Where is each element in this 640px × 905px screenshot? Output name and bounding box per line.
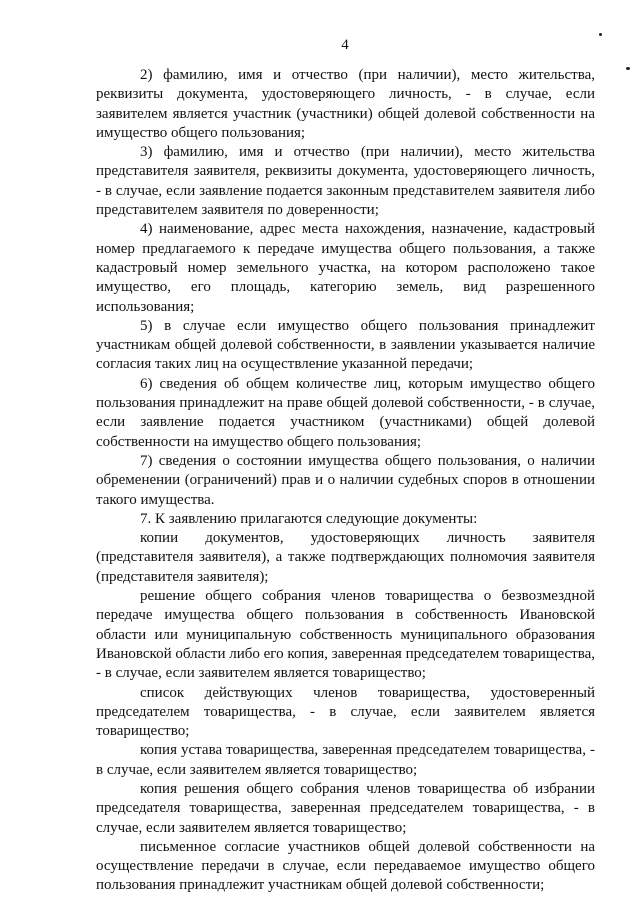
- attachment-owners-consent: письменное согласие участников общей долевой собственности на осуществление передачи в случае, если передаваемое имущество общего пользования принадлежит участникам общей долевой собственности;: [96, 838, 595, 894]
- attachment-charter-copy: копия устава товарищества, заверенная председателем товарищества, - в случае, если заявителем является товарищество;: [96, 742, 595, 778]
- section-7-heading: 7. К заявлению прилагаются следующие документы:: [140, 510, 478, 527]
- attachment-chairman-election-decision: копия решения общего собрания членов товарищества об избрании председателя товарищества, заверенная председателем товарищества, - в случае, если заявителем является товарищество;: [96, 780, 595, 836]
- attachment-identity-copies: копии документов, удостоверяющих личность заявителя (представителя заявителя), а также подтверждающих полномочия заявителя (представителя заявителя);: [96, 530, 595, 585]
- attachment-members-list: список действующих членов товарищества, удостоверенный председателем товарищества, - в случае, если заявителем является товарищество;: [96, 684, 595, 740]
- page-number: 4: [341, 37, 349, 53]
- scan-speck: [599, 33, 602, 36]
- document-body: [96, 66, 595, 896]
- paragraph-item-2: 2) фамилию, имя и отчество (при наличии), место жительства, реквизиты документа, удостоверяющего личность, - в случае, если заявителем является участник (участники) общей долевой собственности на имущество общего пользования;: [96, 67, 595, 141]
- paragraph-item-7: 7) сведения о состоянии имущества общего пользования, о наличии обременении (ограничений) прав и о наличии судебных споров в отношении такого имущества.: [96, 452, 595, 508]
- paragraph-item-6: 6) сведения об общем количестве лиц, которым имущество общего пользования принадлежит на праве общей долевой собственности, - в случае, если заявление подается участником (участниками) общей долевой собственности на имущество общего пользования;: [96, 375, 595, 450]
- paragraph-item-5: 5) в случае если имущество общего пользования принадлежит участникам общей долевой собственности, в заявлении указывается наличие согласия таких лиц на осуществление указанной передачи;: [96, 317, 595, 373]
- paragraph-item-4: 4) наименование, адрес места нахождения, назначение, кадастровый номер предлагаемого к передаче имущества общего пользования, а также кадастровый номер земельного участка, на котором расположено такое имущество, его площадь, категорию земель, вид разрешенного использования;: [96, 221, 595, 315]
- paragraph-item-3: 3) фамилию, имя и отчество (при наличии), место жительства представителя заявителя, реквизиты документа, удостоверяющего личность, - в случае, если заявление подается законным представителем заявителя либо представителем заявителя по доверенности;: [96, 144, 595, 219]
- scan-speck: [626, 67, 630, 70]
- attachment-general-meeting-decision: решение общего собрания членов товарищества о безвозмездной передаче имущества общего пользования в собственность Ивановской области или муниципальную собственность муниципального образования Ивановской области либо его копия, заверенная председателем товарищества, - в случае, если заявителем является товарищество;: [96, 588, 595, 682]
